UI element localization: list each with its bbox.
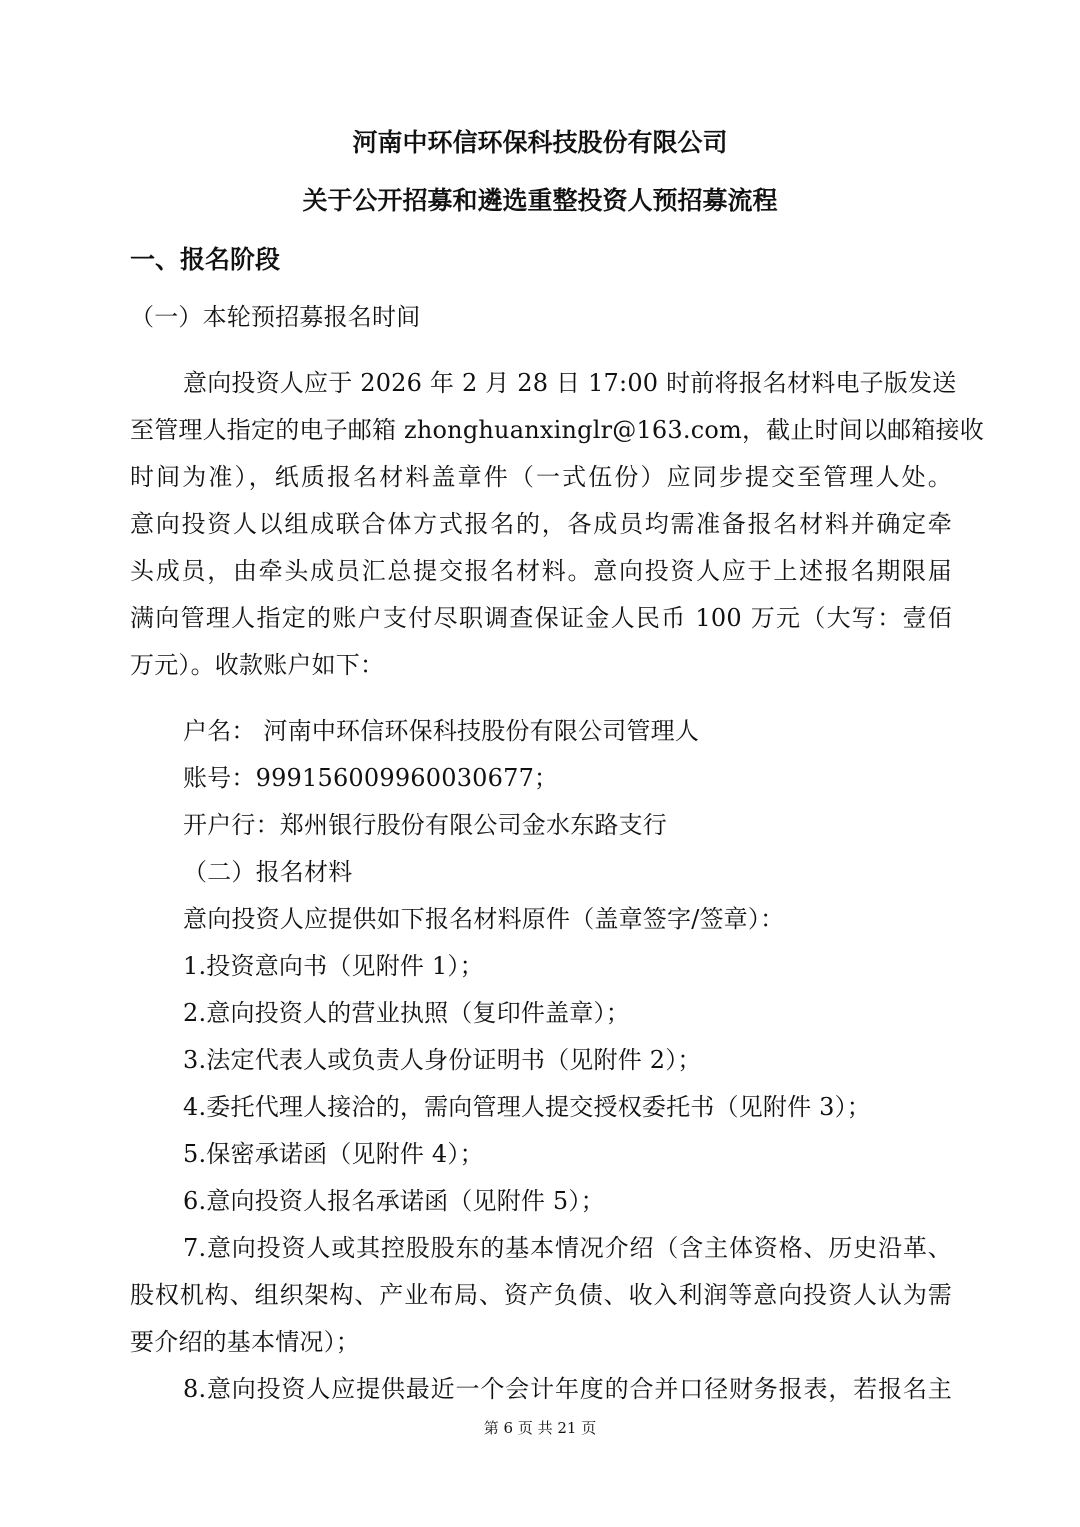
list-item: 8.意向投资人应提供最近一个会计年度的合并口径财务报表，若报名主	[183, 1375, 952, 1403]
list-item: 7.意向投资人或其控股股东的基本情况介绍（含主体资格、历史沿革、	[183, 1234, 952, 1262]
materials-intro: 意向投资人应提供如下报名材料原件（盖章签字/签章）：	[183, 905, 785, 933]
list-item: 1.投资意向书（见附件 1）；	[183, 952, 484, 980]
account-name: 户名： 河南中环信环保科技股份有限公司管理人	[183, 717, 700, 745]
paragraph-line: 满向管理人指定的账户支付尽职调查保证金人民币 100 万元（大写：壹佰	[130, 604, 952, 632]
list-item: 3.法定代表人或负责人身份证明书（见附件 2）；	[183, 1046, 702, 1074]
account-number: 账号：999156009960030677；	[183, 764, 559, 792]
list-item: 4.委托代理人接洽的，需向管理人提交授权委托书（见附件 3）；	[183, 1093, 871, 1121]
account-bank: 开户行：郑州银行股份有限公司金水东路支行	[183, 811, 667, 839]
list-item-continuation: 股权机构、组织架构、产业布局、资产负债、收入利润等意向投资人认为需	[130, 1281, 952, 1309]
company-title: 河南中环信环保科技股份有限公司	[352, 128, 728, 157]
paragraph-line: 时间为准），纸质报名材料盖章件（一式伍份）应同步提交至管理人处。	[130, 463, 952, 491]
paragraph-line: 意向投资人应于 2026 年 2 月 28 日 17:00 时前将报名材料电子版发送	[183, 369, 957, 397]
list-item-continuation: 要介绍的基本情况）；	[130, 1328, 360, 1356]
list-item: 2.意向投资人的营业执照（复印件盖章）；	[183, 999, 630, 1027]
subsection-heading-materials: （二）报名材料	[183, 858, 353, 886]
paragraph-line: 头成员，由牵头成员汇总提交报名材料。意向投资人应于上述报名期限届	[130, 557, 952, 585]
page-number: 第 6 页 共 21 页	[483, 1419, 597, 1437]
document-title: 关于公开招募和遴选重整投资人预招募流程	[302, 186, 778, 215]
paragraph-line: 至管理人指定的电子邮箱 zhonghuanxinglr@163.com，截止时间以邮箱接收	[130, 416, 984, 444]
section-heading: 一、报名阶段	[130, 245, 281, 274]
paragraph-line: 意向投资人以组成联合体方式报名的，各成员均需准备报名材料并确定牵	[130, 510, 952, 538]
paragraph-line: 万元）。收款账户如下：	[130, 651, 385, 679]
subsection-heading-registration-time: （一）本轮预招募报名时间	[130, 303, 421, 331]
list-item: 5.保密承诺函（见附件 4）；	[183, 1140, 484, 1168]
list-item: 6.意向投资人报名承诺函（见附件 5）；	[183, 1187, 605, 1215]
